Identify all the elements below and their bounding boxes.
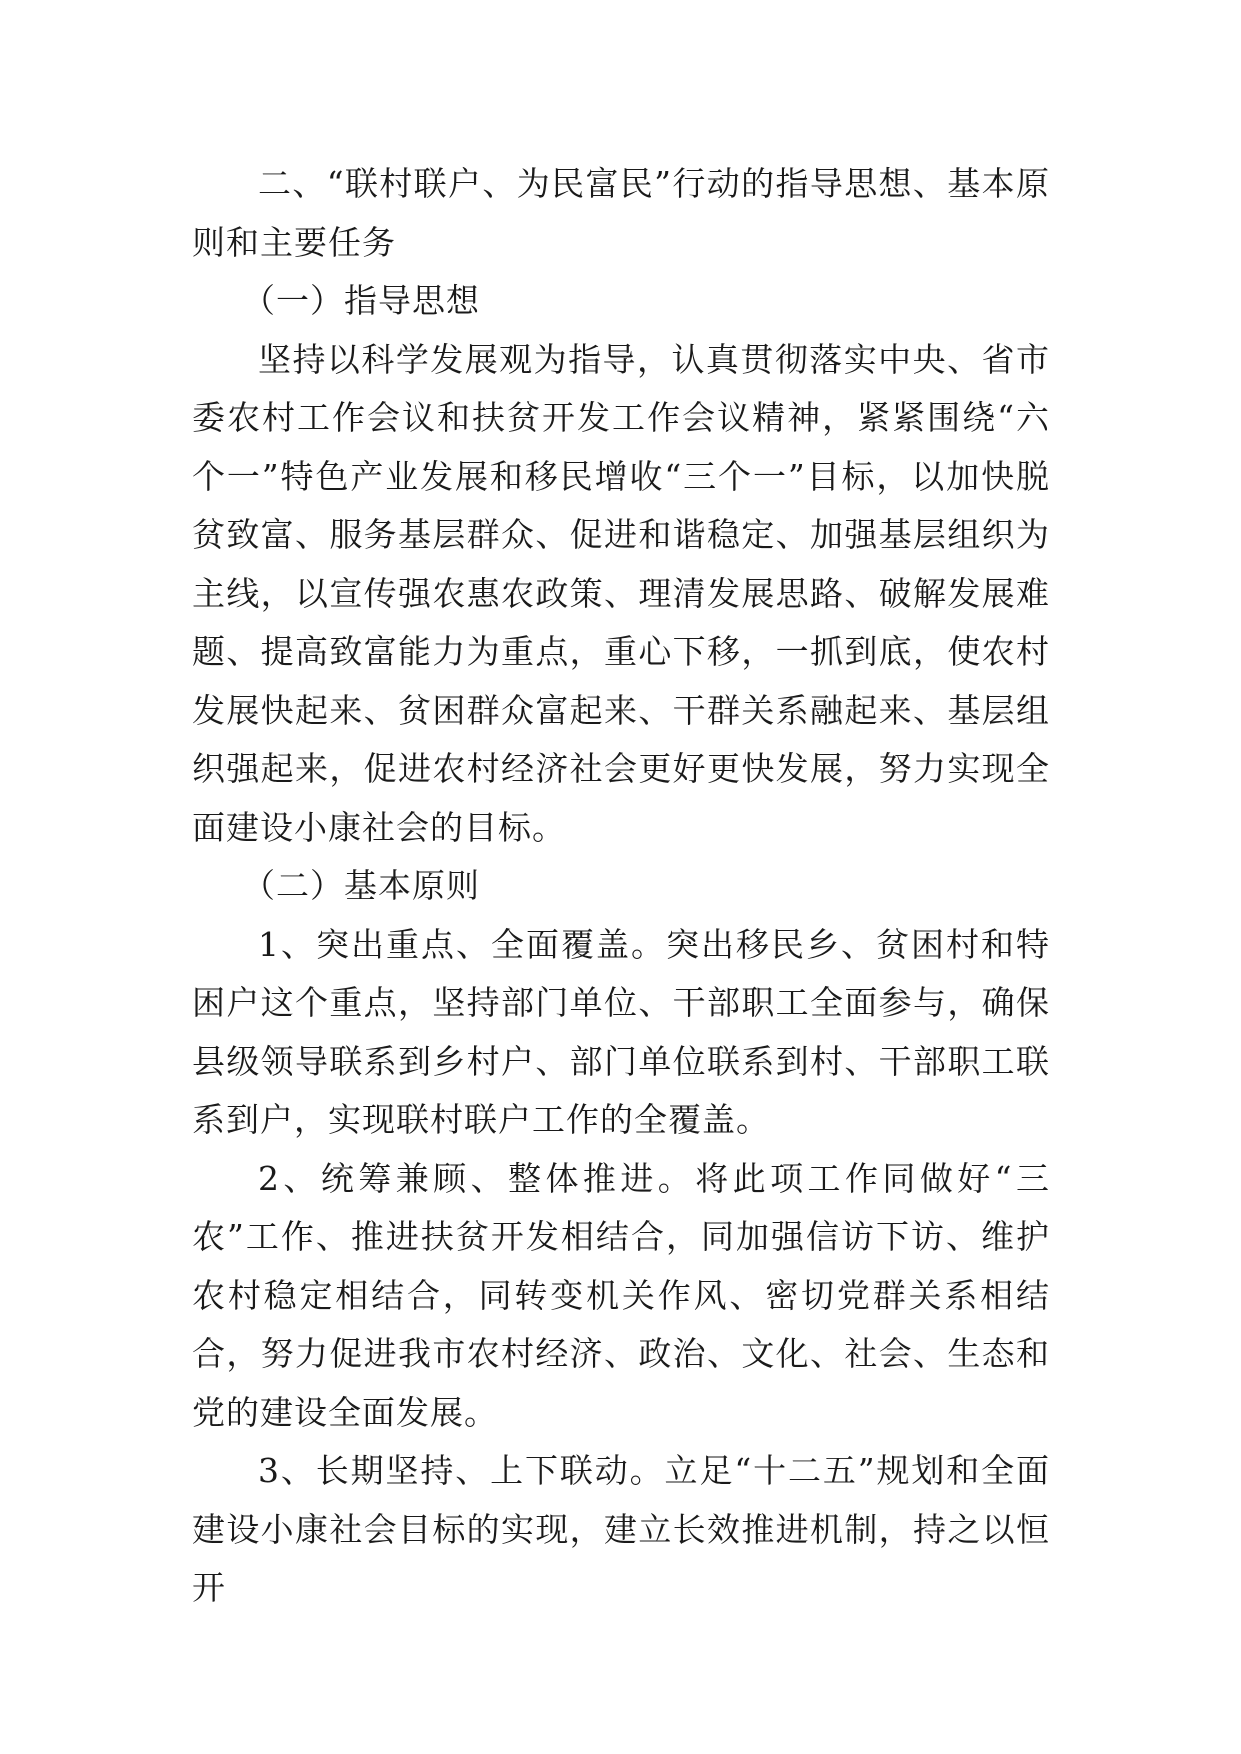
subsection-title-guiding-ideology: （一）指导思想: [242, 281, 480, 320]
section-heading: 二、“联村联户、为民富民”行动的指导思想、基本原则和主要任务: [192, 164, 1050, 262]
subsection-title-basic-principles: （二）基本原则: [242, 866, 480, 905]
paragraph-principle-2: 2、统筹兼顾、整体推进。将此项工作同做好“三农”工作、推进扶贫开发相结合，同加强信访下访、维护农村稳定相结合，同转变机关作风、密切党群关系相结合，努力促进我市农村经济、政治、文化、社会、生态和党的建设全面发展。: [192, 1158, 1050, 1432]
paragraph-guiding-ideology: 坚持以科学发展观为指导，认真贯彻落实中央、省市委农村工作会议和扶贫开发工作会议精神，紧紧围绕“六个一”特色产业发展和移民增收“三个一”目标，以加快脱贫致富、服务基层群众、促进和谐稳定、加强基层组织为主线，以宣传强农惠农政策、理清发展思路、破解发展难题、提高致富能力为重点，重心下移，一抓到底，使农村发展快起来、贫困群众富起来、干群关系融起来、基层组织强起来，促进农村经济社会更好更快发展，努力实现全面建设小康社会的目标。: [192, 339, 1050, 847]
document-body: [192, 155, 1050, 1618]
paragraph-principle-1: 1、突出重点、全面覆盖。突出移民乡、贫困村和特困户这个重点，坚持部门单位、干部职工全面参与，确保县级领导联系到乡村户、部门单位联系到村、干部职工联系到户，实现联村联户工作的全覆盖。: [192, 924, 1050, 1139]
paragraph-principle-3: 3、长期坚持、上下联动。立足“十二五”规划和全面建设小康社会目标的实现，建立长效推进机制，持之以恒开: [192, 1451, 1050, 1607]
